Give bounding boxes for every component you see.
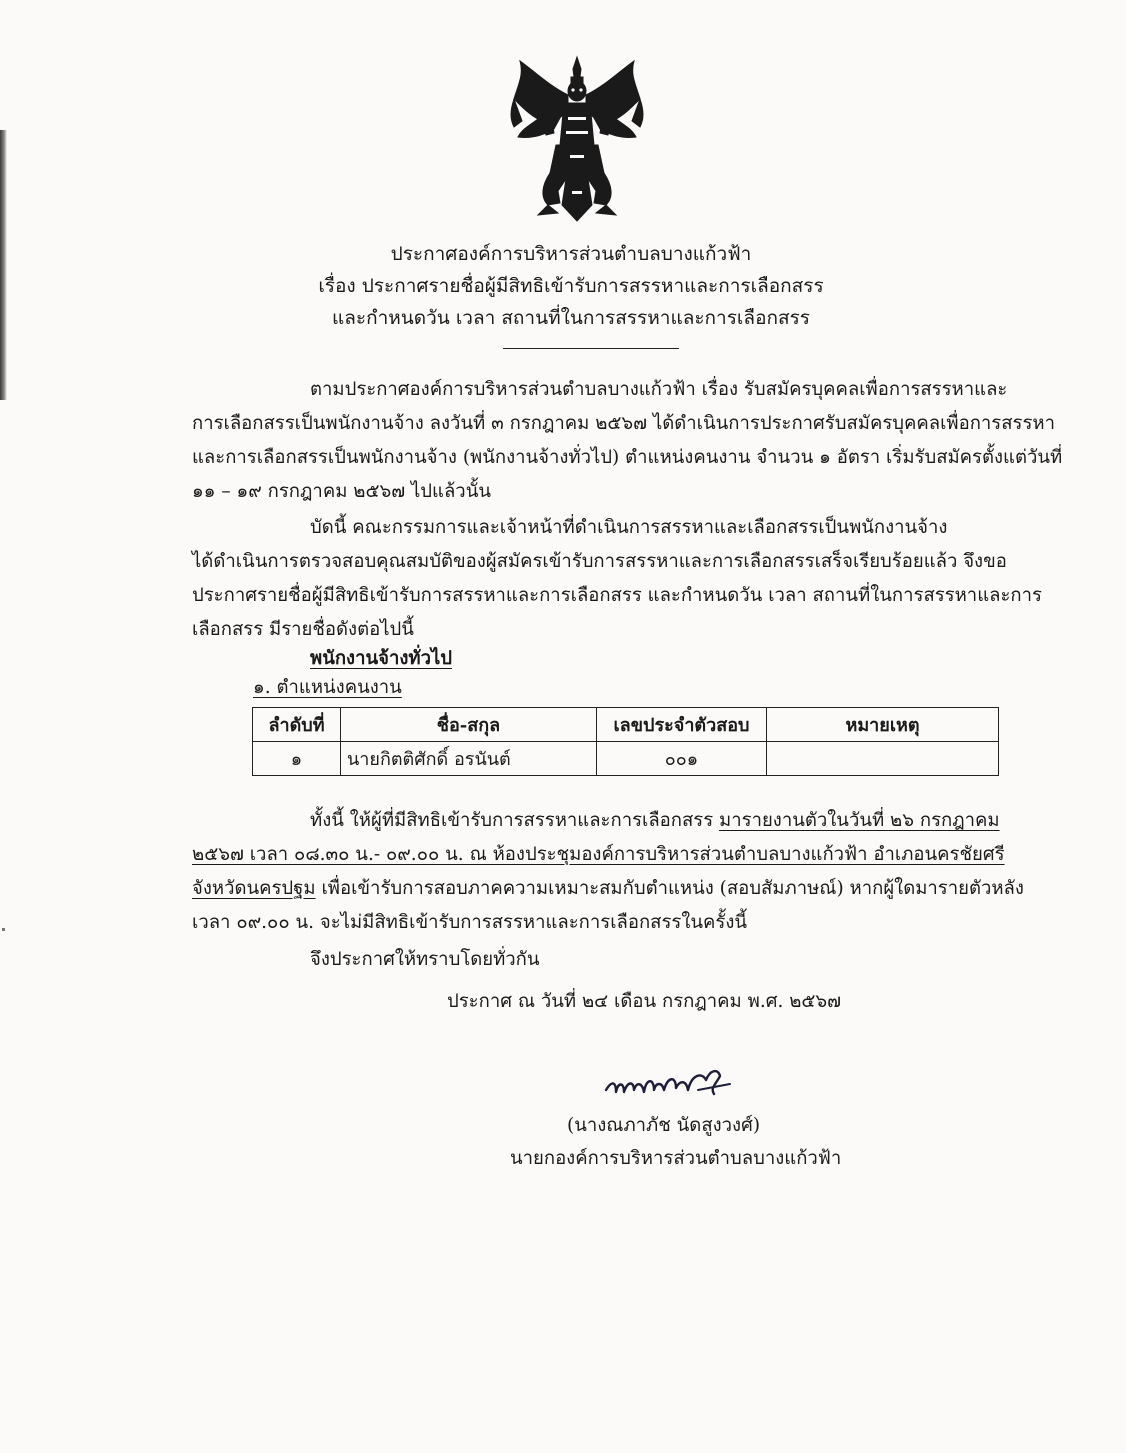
paragraph3-line4: เวลา ๐๙.๐๐ น. จะไม่มีสิทธิเข้ารับการสรรหาและการเลือกสรรในครั้งนี้ [192,912,747,933]
paragraph1-line2: การเลือกสรรเป็นพนักงานจ้าง ลงวันที่ ๓ กรกฎาคม ๒๕๖๗ ได้ดำเนินการประกาศรับสมัครบุคคลเพื่อการสรรหา [192,413,1055,434]
section-category: พนักงานจ้างทั่วไป [310,648,453,669]
signatory-name: (นางณภาภัช นัดสูงวงศ์) [567,1115,761,1136]
announcement-subject-cont: และกำหนดวัน เวลา สถานที่ในการสรรหาและการเลือกสรร [332,307,810,329]
cell-order: ๑ [253,742,341,776]
paragraph2-line4: เลือกสรร มีรายชื่อดังต่อไปนี้ [192,619,414,640]
paragraph3-line3 [192,876,1024,902]
scan-mark [2,928,5,931]
closing-statement: จึงประกาศให้ทราบโดยทั่วกัน [310,949,540,970]
cell-remarks [767,742,999,776]
paragraph1-line1: ตามประกาศองค์การบริหารส่วนตำบลบางแก้วฟ้า เรื่อง รับสมัครบุคคลเพื่อการสรรหาและ [310,379,1008,400]
paragraph3-line1-text: ทั้งนี้ ให้ผู้ที่มีสิทธิเข้ารับการสรรหาและการเลือกสรร [310,810,720,831]
paragraph3-line3-text: เพื่อเข้ารับการสอบภาคความเหมาะสมกับตำแหน่ง (สอบสัมภาษณ์) หากผู้ใดมารายตัวหลัง [315,878,1024,899]
paragraph1-line3: และการเลือกสรรเป็นพนักงานจ้าง (พนักงานจ้างทั่วไป) ตำแหน่งคนงาน จำนวน ๑ อัตรา เริ่มรับสมัครตั้งแต่วันที่ [192,447,1063,468]
paragraph2-line2: ได้ดำเนินการตรวจสอบคุณสมบัติของผู้สมัครเข้ารับการสรรหาและการเลือกสรรเสร็จเรียบร้อยแล้ว จึงขอ [192,551,1007,572]
cell-name: นายกิตติศักดิ์ อรนันต์ [341,742,597,776]
province-underlined: จังหวัดนครปฐม [192,878,316,899]
column-header-exam-id: เลขประจำตัวสอบ [597,708,767,742]
paragraph1-line4: ๑๑ – ๑๙ กรกฎาคม ๒๕๖๗ ไปแล้วนั้น [192,481,491,502]
table-header-row [253,708,999,742]
column-header-order: ลำดับที่ [253,708,341,742]
header-divider [503,348,679,349]
section-position: ๑. ตำแหน่งคนงาน [253,677,402,698]
garuda-emblem [508,55,646,225]
paragraph3-line1 [310,808,1000,834]
paragraph2-line3: ประกาศรายชื่อผู้มีสิทธิเข้ารับการสรรหาและการเลือกสรร และกำหนดวัน เวลา สถานที่ในการสรรหาและการ [192,585,1042,606]
report-date-underlined: มารายงานตัวในวันที่ ๒๖ กรกฎาคม [719,810,1000,831]
paragraph3-line2: ๒๕๖๗ เวลา ๐๘.๓๐ น.- ๐๙.๐๐ น. ณ ห้องประชุมองค์การบริหารส่วนตำบลบางแก้วฟ้า อำเภอนครชัยศรี [192,844,1005,865]
announcement-subject: เรื่อง ประกาศรายชื่อผู้มีสิทธิเข้ารับการสรรหาและการเลือกสรร [318,275,824,297]
table-row [253,742,999,776]
paragraph2-line1: บัดนี้ คณะกรรมการและเจ้าหน้าที่ดำเนินการสรรหาและเลือกสรรเป็นพนักงานจ้าง [310,517,948,538]
announcement-issuer: ประกาศองค์การบริหารส่วนตำบลบางแก้วฟ้า [390,243,752,265]
column-header-remarks: หมายเหตุ [767,708,999,742]
column-header-name: ชื่อ-สกุล [341,708,597,742]
cell-exam-id: ๐๐๑ [597,742,767,776]
signatory-title: นายกองค์การบริหารส่วนตำบลบางแก้วฟ้า [510,1148,842,1169]
candidate-table [252,707,999,776]
handwritten-signature [602,1060,742,1106]
announcement-date: ประกาศ ณ วันที่ ๒๔ เดือน กรกฎาคม พ.ศ. ๒๕๖๗ [447,991,842,1012]
